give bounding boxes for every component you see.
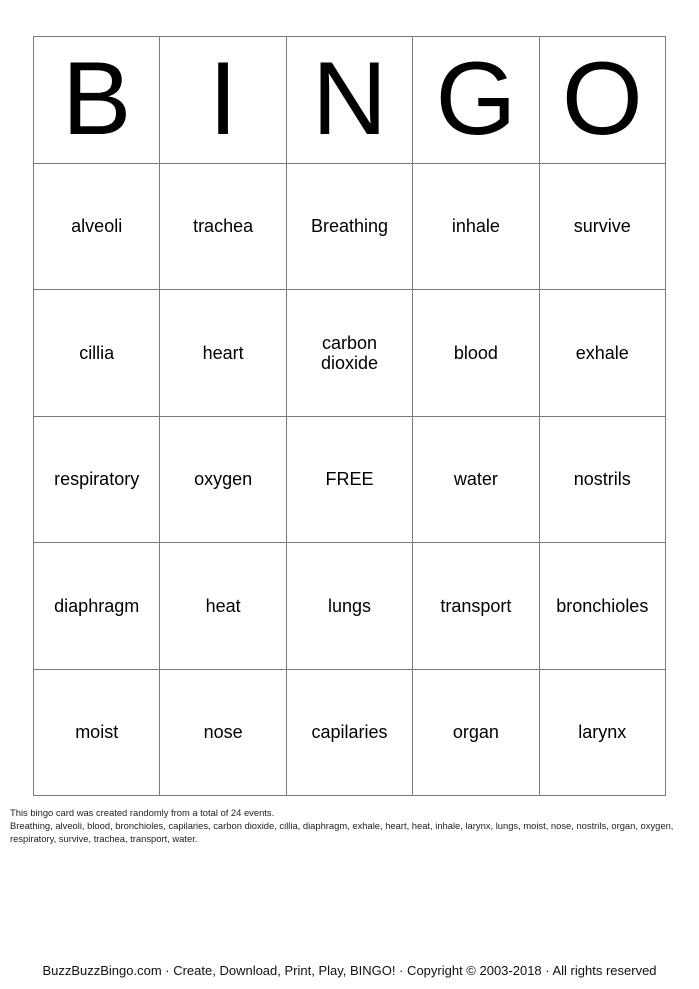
cell-text: respiratory: [54, 469, 140, 490]
bingo-cell: [160, 670, 286, 797]
cell-text: heart: [202, 342, 244, 363]
cell-text: bronchioles: [556, 595, 649, 616]
bingo-cell: [287, 290, 413, 417]
cell-text: carbon dioxide: [320, 332, 378, 373]
cell-text: lungs: [327, 595, 371, 616]
cell-text: water: [453, 469, 498, 490]
bingo-cell: [287, 670, 413, 797]
footnote-summary: This bingo card was created randomly from a total of 24 events.: [10, 807, 275, 818]
cell-text: alveoli: [71, 216, 123, 237]
bingo-cell: [413, 290, 539, 417]
footnote-event-list: Breathing, alveoli, blood, bronchioles, capilaries, carbon dioxide, cillia, diaphragm, exhale, heart, heat, inhale, larynx, lungs, moist, nose, nostrils, organ, oxygen, respiratory, survive, trachea, transport, water.: [10, 820, 674, 844]
bingo-cell: [413, 543, 539, 670]
bingo-cell: [540, 290, 666, 417]
cell-text: moist: [75, 722, 119, 743]
bingo-cell: [160, 417, 286, 544]
bingo-cell: [540, 670, 666, 797]
cell-text: FREE: [325, 469, 374, 490]
bingo-cell: [160, 543, 286, 670]
cell-text: exhale: [575, 342, 629, 363]
bingo-cell: [540, 543, 666, 670]
cell-text: Breathing: [310, 216, 389, 237]
cell-text: larynx: [578, 722, 627, 743]
cell-text: trachea: [193, 216, 254, 237]
cell-text: heat: [205, 595, 241, 616]
bingo-cell: [34, 290, 160, 417]
bingo-cell: [540, 164, 666, 291]
bingo-card: [33, 36, 666, 796]
bingo-cell: [287, 164, 413, 291]
header-letter-b: B: [34, 37, 160, 164]
bingo-cell: [34, 417, 160, 544]
bingo-cell: [34, 543, 160, 670]
cell-text: nostrils: [573, 469, 631, 490]
cell-text: capilaries: [311, 722, 388, 743]
header-letter-g: G: [413, 37, 539, 164]
card-footnote: [10, 806, 695, 845]
cell-text: organ: [452, 722, 499, 743]
header-letter-o: O: [540, 37, 666, 164]
cell-text: diaphragm: [54, 595, 140, 616]
header-letter-i: I: [160, 37, 286, 164]
bingo-cell: [160, 290, 286, 417]
cell-text: oxygen: [194, 469, 253, 490]
free-space-cell: [287, 417, 413, 544]
cell-text: transport: [440, 595, 512, 616]
header-letter-n: N: [287, 37, 413, 164]
bingo-cell: [413, 417, 539, 544]
cell-text: survive: [573, 216, 631, 237]
bingo-cell: [34, 164, 160, 291]
bingo-cell: [287, 543, 413, 670]
site-footer: BuzzBuzzBingo.com · Create, Download, Print, Play, BINGO! · Copyright © 2003-2018 · All rights reserved: [42, 963, 657, 978]
cell-text: blood: [453, 342, 498, 363]
cell-text: nose: [203, 722, 243, 743]
bingo-cell: [413, 670, 539, 797]
bingo-cell: [34, 670, 160, 797]
bingo-cell: [160, 164, 286, 291]
bingo-cell: [413, 164, 539, 291]
bingo-cell: [540, 417, 666, 544]
cell-text: inhale: [451, 216, 500, 237]
cell-text: cillia: [79, 342, 115, 363]
